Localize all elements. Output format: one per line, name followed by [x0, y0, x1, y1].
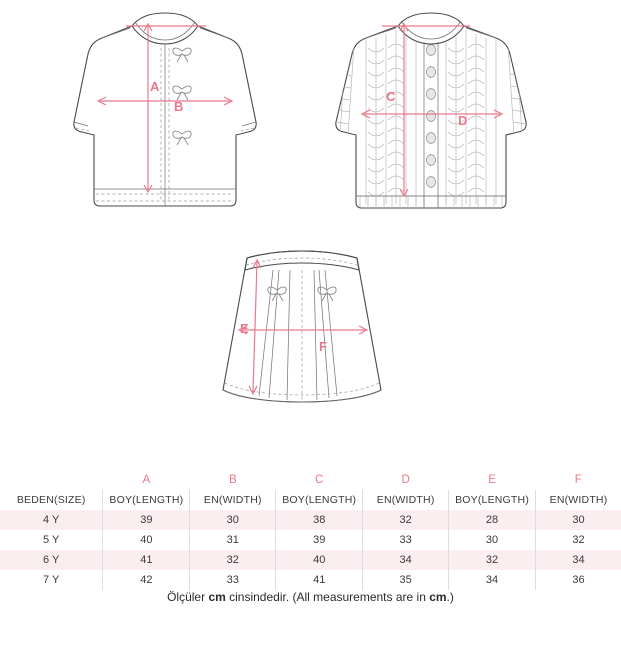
label-measure-e: E: [240, 321, 249, 336]
cell-f: 30: [536, 510, 621, 530]
cell-a: 40: [103, 530, 190, 550]
cell-e: 34: [449, 570, 536, 590]
letter-cell-d: D: [401, 474, 410, 486]
cell-c: 39: [276, 530, 363, 550]
cell-d: 32: [363, 510, 449, 530]
cell-f: 32: [536, 530, 621, 550]
label-measure-f: F: [319, 339, 327, 354]
cell-size: 5 Y: [43, 534, 60, 546]
garment-cardigan-illustration: [320, 4, 550, 224]
measurement-unit-note: [0, 590, 621, 604]
table-row: [0, 550, 621, 570]
label-measure-b: B: [174, 99, 184, 114]
label-measure-c: C: [386, 89, 396, 104]
garment-top-illustration: [60, 4, 270, 224]
note-middle: cinsindedir. (All measurements are in: [225, 590, 430, 604]
header-f-width: EN(WIDTH): [536, 490, 621, 510]
table-letter-row: [0, 470, 621, 490]
cell-d: 35: [363, 570, 449, 590]
cell-e: 30: [449, 530, 536, 550]
letter-cell-f: F: [574, 474, 582, 486]
note-prefix: Ölçüler: [167, 590, 209, 604]
cell-c: 40: [276, 550, 363, 570]
cell-e: 32: [449, 550, 536, 570]
label-measure-d: D: [458, 113, 468, 128]
cell-d: 34: [363, 550, 449, 570]
cell-a: 39: [103, 510, 190, 530]
cell-f: 34: [536, 550, 621, 570]
header-a-length: BOY(LENGTH): [103, 490, 190, 510]
cell-c: 38: [276, 510, 363, 530]
table-header-row: [0, 490, 621, 510]
cell-b: 32: [190, 550, 276, 570]
letter-cell-a: A: [142, 474, 151, 486]
cell-b: 30: [190, 510, 276, 530]
note-unit-2: cm: [429, 590, 447, 604]
header-size: BEDEN(SIZE): [16, 494, 86, 506]
cell-d: 33: [363, 530, 449, 550]
note-unit-1: cm: [208, 590, 226, 604]
letter-cell-c: C: [315, 474, 324, 486]
letter-cell-e: E: [488, 474, 496, 486]
cell-c: 41: [276, 570, 363, 590]
letter-cell-b: B: [228, 474, 237, 486]
cell-b: 33: [190, 570, 276, 590]
cell-b: 31: [190, 530, 276, 550]
cell-size: 6 Y: [0, 550, 103, 570]
table-row: [0, 530, 621, 550]
note-suffix: .): [446, 590, 454, 604]
button-placket: [426, 45, 435, 188]
cell-f: 36: [536, 570, 621, 590]
header-c-length: BOY(LENGTH): [276, 490, 363, 510]
header-e-length: BOY(LENGTH): [449, 490, 536, 510]
table-row: [0, 570, 621, 590]
cell-size: 7 Y: [43, 574, 60, 586]
cell-size: 4 Y: [0, 510, 103, 530]
cell-e: 28: [449, 510, 536, 530]
garment-skirt-illustration: [195, 244, 410, 419]
cell-a: 42: [103, 570, 190, 590]
measure-arrow-length-c: [382, 24, 470, 196]
cell-a: 41: [103, 550, 190, 570]
table-row: [0, 510, 621, 530]
size-table-wrapper: [0, 470, 621, 590]
header-b-width: EN(WIDTH): [190, 490, 276, 510]
letter-cell-empty: [0, 470, 103, 490]
label-measure-a: A: [150, 79, 160, 94]
size-table: [0, 470, 621, 590]
header-d-width: EN(WIDTH): [363, 490, 449, 510]
